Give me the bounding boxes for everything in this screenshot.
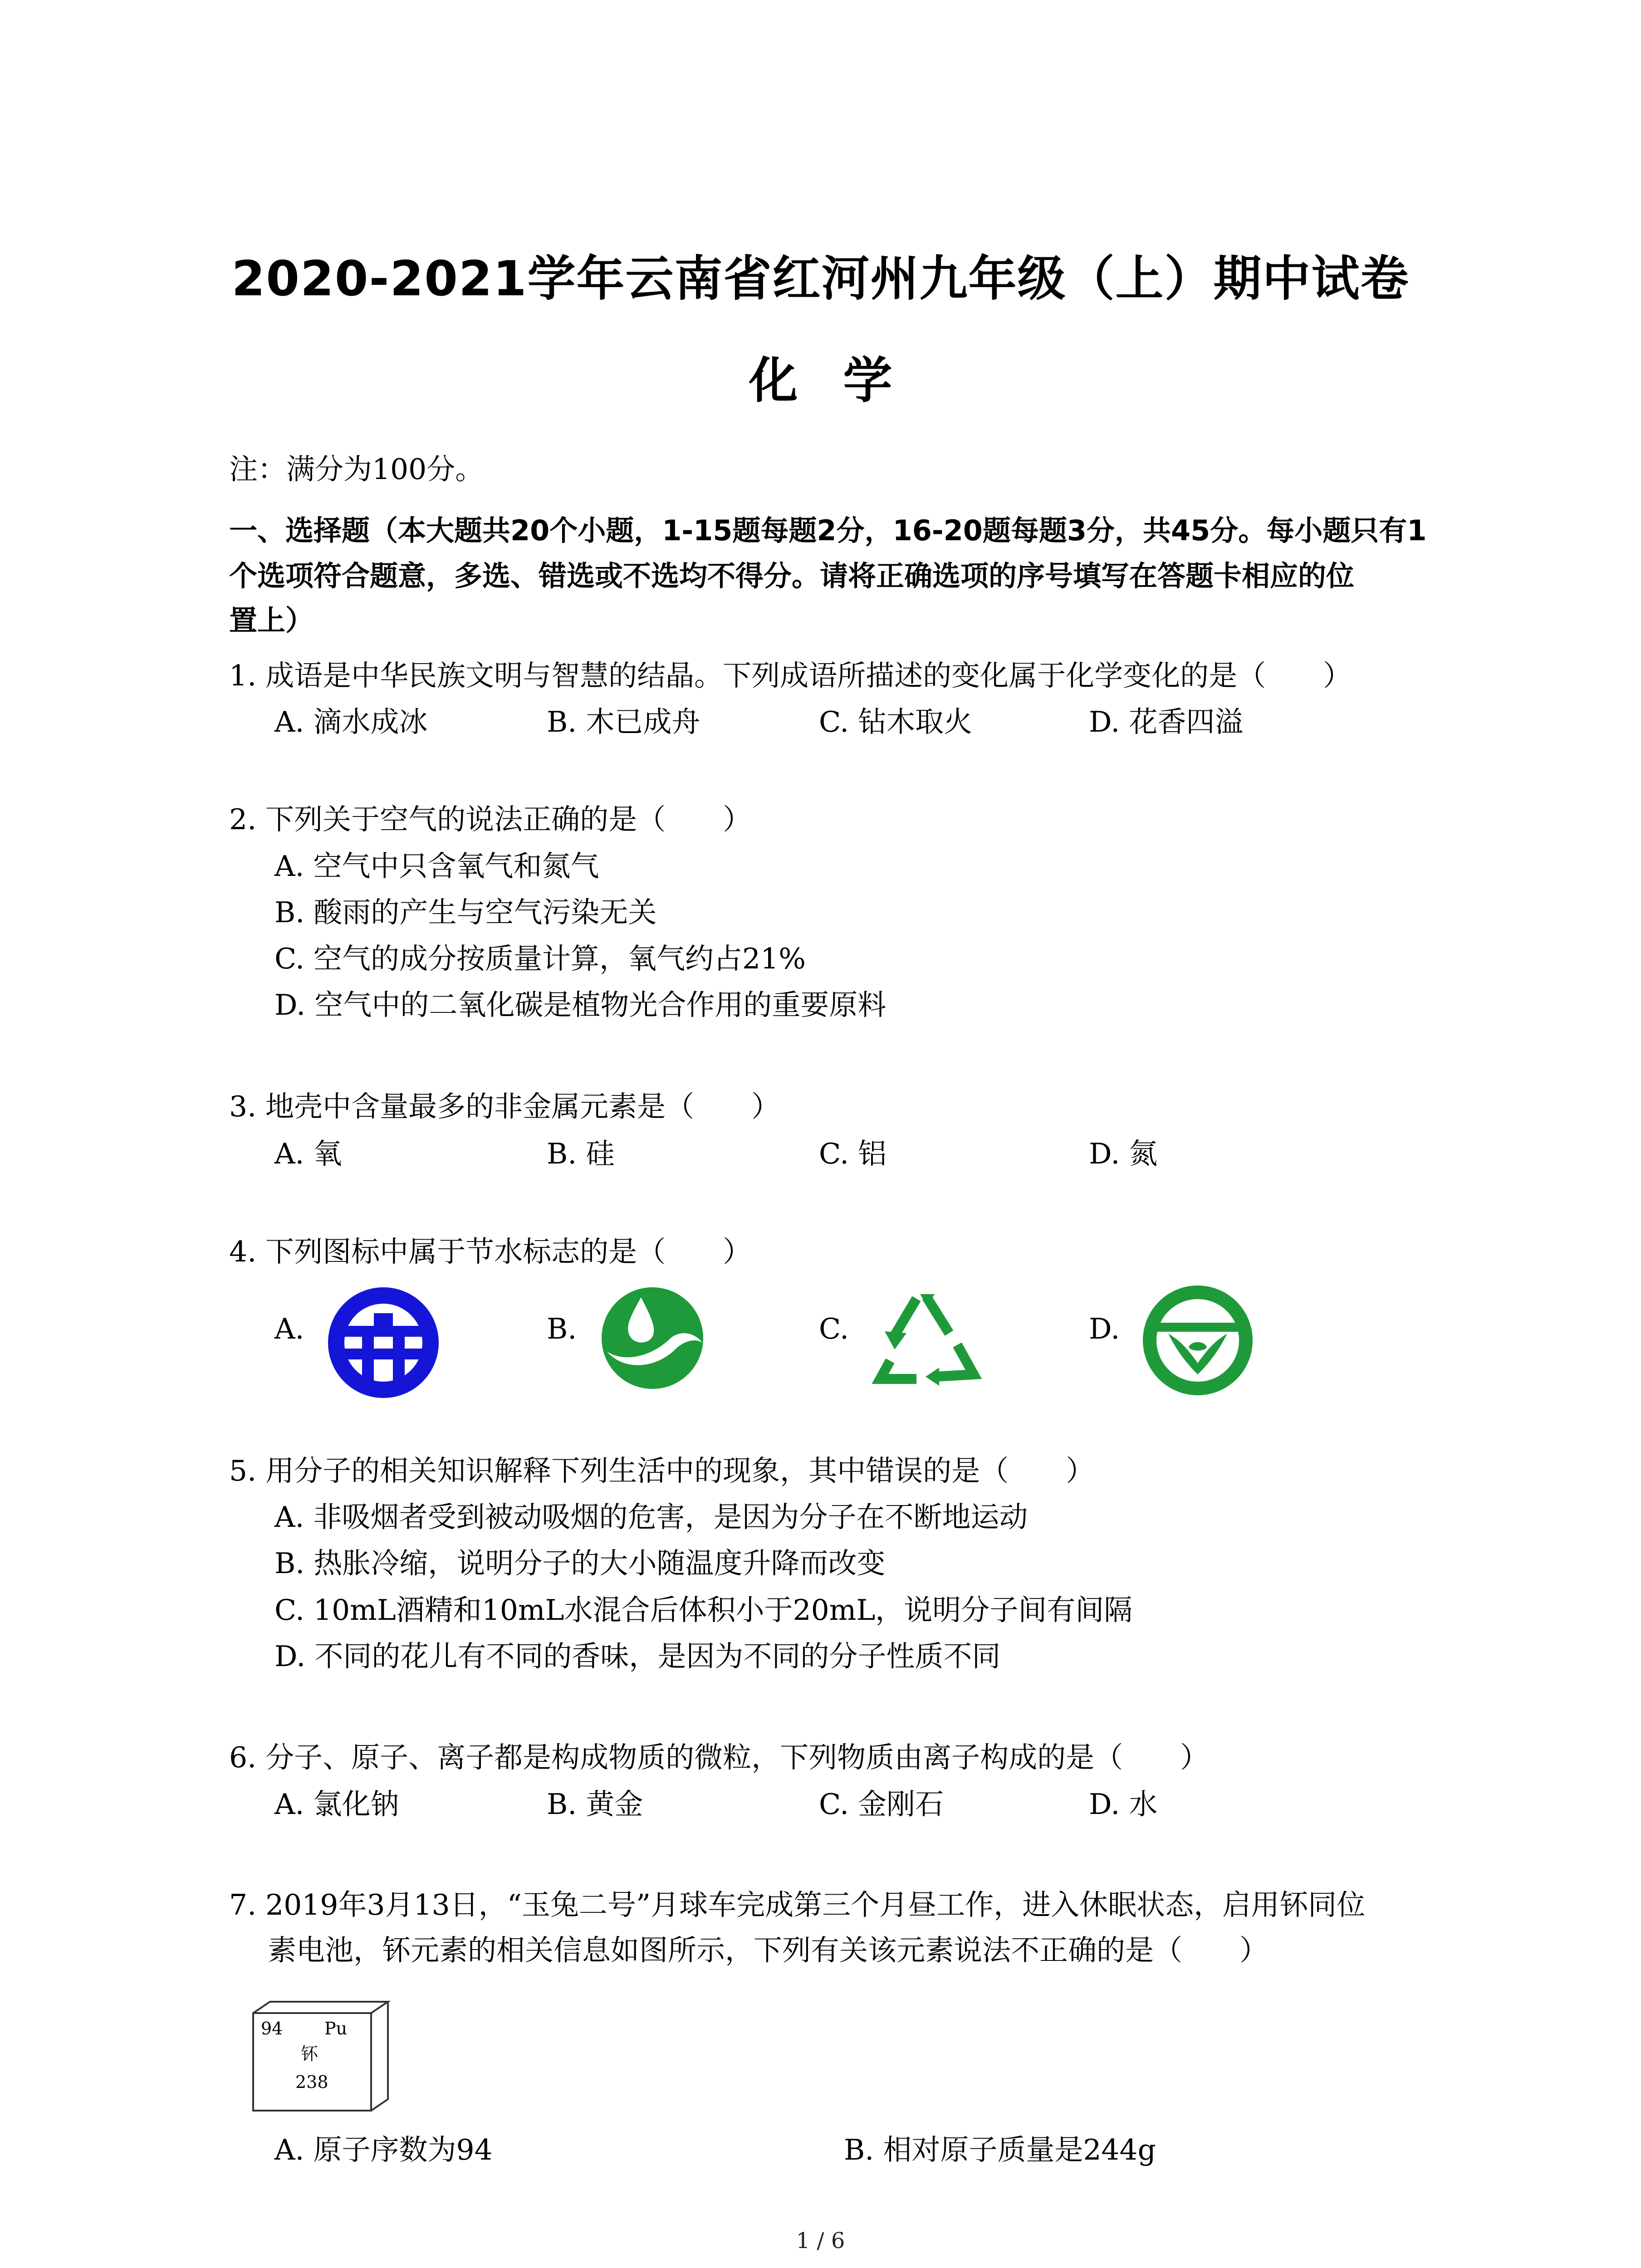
question-6-stem: 6. 分子、原子、离子都是构成物质的微粒，下列物质由离子构成的是（ ） — [229, 1741, 1209, 1774]
periodic-table-cell — [252, 2000, 392, 2114]
question-7-stem-line2: 素电池，钚元素的相关信息如图所示，下列有关该元素说法不正确的是（ ） — [268, 1934, 1268, 1967]
element-mass: 238 — [295, 2072, 328, 2092]
question-2-option-a: A. 空气中只含氧气和氮气 — [274, 850, 599, 883]
question-4-option-d: D. — [1089, 1312, 1120, 1345]
element-number: 94 — [261, 2019, 283, 2038]
question-5-option-a: A. 非吸烟者受到被动吸烟的危害，是因为分子在不断地运动 — [274, 1501, 1028, 1534]
question-4-option-b: B. — [547, 1312, 577, 1345]
subject-title: 化学 — [749, 352, 938, 409]
question-1-stem: 1. 成语是中华民族文明与智慧的结晶。下列成语所描述的变化属于化学变化的是（ ） — [229, 659, 1352, 692]
question-5-stem: 5. 用分子的相关知识解释下列生活中的现象，其中错误的是（ ） — [229, 1454, 1095, 1487]
question-3-option-c: C. 铝 — [819, 1137, 887, 1170]
question-3-option-d: D. 氮 — [1089, 1137, 1158, 1170]
question-4-stem: 4. 下列图标中属于节水标志的是（ ） — [229, 1235, 752, 1268]
periodic-cell-frame — [252, 2000, 392, 2114]
question-7-stem-line1: 7. 2019年3月13日，“玉兔二号”月球车完成第三个月昼工作，进入休眠状态，启用钚同位 — [229, 1888, 1366, 1921]
question-5-option-b: B. 热胀冷缩，说明分子的大小随温度升降而改变 — [274, 1547, 886, 1580]
question-7-option-b: B. 相对原子质量是244g — [844, 2133, 1156, 2166]
page-number: 1 / 6 — [796, 2228, 845, 2253]
score-note: 注：满分为100分。 — [229, 453, 484, 486]
question-2-stem: 2. 下列关于空气的说法正确的是（ ） — [229, 803, 752, 836]
question-1-option-d: D. 花香四溢 — [1089, 705, 1244, 738]
question-5-option-c: C. 10mL酒精和10mL水混合后体积小于20mL，说明分子间有间隔 — [274, 1593, 1133, 1627]
question-5-option-d: D. 不同的花儿有不同的香味，是因为不同的分子性质不同 — [274, 1640, 1001, 1673]
water-saving-icon — [327, 1286, 440, 1399]
question-1-option-a: A. 滴水成冰 — [274, 705, 428, 738]
green-product-icon — [1141, 1284, 1254, 1397]
section-instructions-line1: 一、选择题（本大题共20个小题，1-15题每题2分，16-20题每题3分，共45分。每小题只有1 — [229, 514, 1427, 547]
element-name: 钚 — [301, 2044, 318, 2064]
question-6-option-c: C. 金刚石 — [819, 1788, 944, 1821]
question-6-option-a: A. 氯化钠 — [274, 1788, 399, 1821]
recycle-icon — [867, 1286, 985, 1395]
question-2-option-d: D. 空气中的二氧化碳是植物光合作用的重要原料 — [274, 988, 887, 1022]
question-4-option-a: A. — [274, 1312, 304, 1345]
question-7-option-a: A. 原子序数为94 — [274, 2133, 493, 2166]
question-1-option-b: B. 木已成舟 — [547, 705, 700, 738]
section-instructions-line2: 个选项符合题意，多选、错选或不选均不得分。请将正确选项的序号填写在答题卡相应的位 — [229, 559, 1355, 592]
water-drop-icon — [598, 1284, 707, 1393]
question-2-option-b: B. 酸雨的产生与空气污染无关 — [274, 896, 657, 929]
question-6-option-d: D. 水 — [1089, 1788, 1158, 1821]
question-6-option-b: B. 黄金 — [547, 1788, 643, 1821]
section-instructions-line3: 置上） — [229, 604, 314, 637]
question-3-stem: 3. 地壳中含量最多的非金属元素是（ ） — [229, 1090, 780, 1123]
question-4-option-c: C. — [819, 1312, 849, 1345]
question-1-option-c: C. 钻木取火 — [819, 705, 973, 738]
question-2-option-c: C. 空气的成分按质量计算，氧气约占21% — [274, 942, 806, 975]
page-title: 2020-2021学年云南省红河州九年级（上）期中试卷 — [231, 251, 1410, 307]
question-3-option-b: B. 硅 — [547, 1137, 615, 1170]
element-symbol: Pu — [324, 2019, 348, 2038]
question-3-option-a: A. 氧 — [274, 1137, 342, 1170]
